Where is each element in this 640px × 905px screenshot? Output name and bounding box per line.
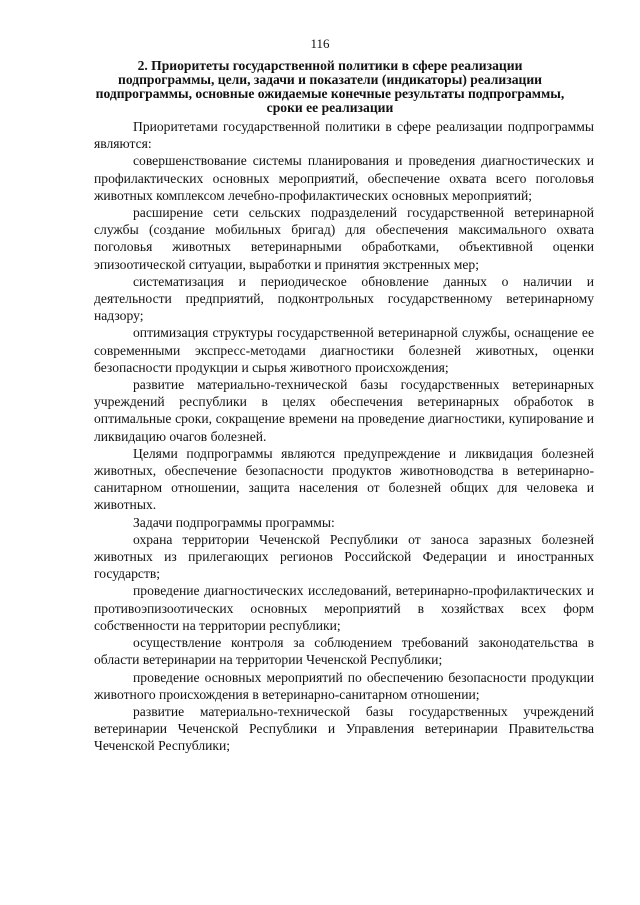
paragraph-goals: Целями подпрограммы являются предупреждение и ликвидация болезней животных, обеспечение безопасности продуктов животноводства в ветеринарно-санитарном отношении, защита населения от болезней общих для человека и животных. bbox=[94, 445, 594, 513]
paragraph-task-development: развитие материально-технической базы государственных учреждений ветеринарии Чеченской Республики и Управления ветеринарии Правительства Чеченской Республики; bbox=[94, 703, 594, 754]
paragraph-task-protection: охрана территории Чеченской Республики от заноса заразных болезней животных из прилегающих регионов Российской Федерации и иностранных государств; bbox=[94, 531, 594, 582]
section-body bbox=[94, 118, 594, 755]
paragraph-priority-facilities: развитие материально-технической базы государственных ветеринарных учреждений республики в целях обеспечения ветеринарных обработок в оптимальные сроки, сокращение времени на проведение диагностики, купирование и ликвидацию очагов болезней. bbox=[94, 377, 594, 444]
paragraph-task-control: осуществление контроля за соблюдением требований законодательства в области ветеринарии на территории Чеченской Республики; bbox=[94, 635, 594, 668]
page-number: 116 bbox=[310, 36, 330, 51]
section-heading: 2. Приоритеты государственной политики в сфере реализации подпрограммы, цели, задачи и показатели (индикаторы) реализации подпрограммы, основные ожидаемые конечные результаты подпрограммы, сроки ее реализации bbox=[95, 58, 565, 115]
paragraph-task-safety: проведение основных мероприятий по обеспечению безопасности продукции животного происхождения в ветеринарно-санитарном отношении; bbox=[94, 669, 594, 702]
paragraph-priorities-intro: Приоритетами государственной политики в сфере реализации подпрограммы являются: bbox=[94, 119, 594, 152]
paragraph-priority-planning: совершенствование системы планирования и проведения диагностических и профилактических основных мероприятий, обеспечение охвата всего поголовья животных комплексом лечебно-профилактических основных мероприятий; bbox=[94, 153, 594, 203]
paragraph-priority-data: систематизация и периодическое обновление данных о наличии и деятельности предприятий, подконтрольных государственному ветеринарному надзору; bbox=[94, 273, 594, 324]
paragraph-priority-network: расширение сети сельских подразделений государственной ветеринарной службы (создание мобильных бригад) для обеспечения максимального охвата поголовья животных ветеринарными обработками, объективной оценки эпизоотической ситуации, выработки и принятия экстренных мер; bbox=[94, 205, 594, 272]
paragraph-priority-structure: оптимизация структуры государственной ветеринарной службы, оснащение ее современными экспресс-методами диагностики болезней животных, оценки безопасности продукции и сырья животного происхождения; bbox=[94, 325, 594, 375]
paragraph-tasks-intro: Задачи подпрограммы программы: bbox=[133, 514, 335, 530]
paragraph-task-diagnostics: проведение диагностических исследований, ветеринарно-профилактических и противоэпизоотических основных мероприятий в хозяйствах всех форм собственности на территории республики; bbox=[94, 583, 594, 633]
